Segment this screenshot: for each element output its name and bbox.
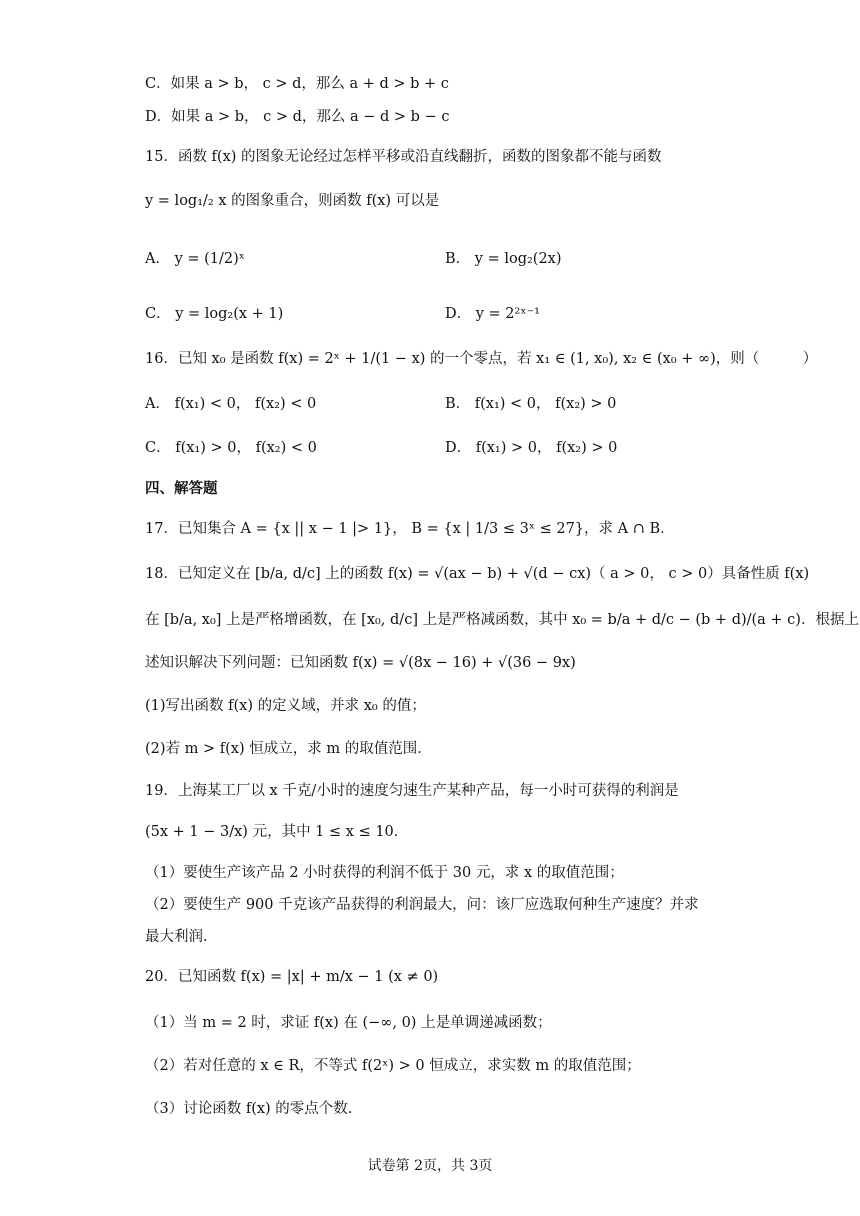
q14-option-d: D．如果 a > b， c > d，那么 a − d > b − c [145, 109, 450, 125]
q18-line2: 在 [b/a, x₀] 上是严格增函数，在 [x₀, d/c] 上是严格减函数，其中 x₀ = b/a + d/c − (b + d)/(a + c)．根据上 [145, 612, 859, 628]
q15-option-c: C． y = log₂(x + 1) [145, 306, 284, 322]
q17: 17．已知集合 A = {x || x − 1 |> 1}， B = {x | 1/3 ≤ 3ˣ ≤ 27}，求 A ∩ B． [145, 521, 675, 537]
q19-part2b: 最大利润. [145, 929, 208, 945]
q20-stem: 20．已知函数 f(x) = |x| + m/x − 1 (x ≠ 0) [145, 969, 439, 985]
q20-part1: （1）当 m = 2 时，求证 f(x) 在 (−∞, 0) 上是单调递减函数； [145, 1015, 552, 1031]
q15-stem-line2: y = log₁/₂ x 的图象重合，则函数 f(x) 可以是 [145, 193, 440, 209]
q20-part2: （2）若对任意的 x ∈ R，不等式 f(2ˣ) > 0 恒成立，求实数 m 的取值范围； [145, 1058, 641, 1074]
q19-line1: 19．上海某工厂以 x 千克/小时的速度匀速生产某种产品，每一小时可获得的利润是 [145, 783, 679, 799]
q14-option-c: C．如果 a > b， c > d，那么 a + d > b + c [145, 76, 449, 92]
q15-option-b: B． y = log₂(2x) [445, 251, 562, 267]
q20-part3: （3）讨论函数 f(x) 的零点个数. [145, 1101, 353, 1117]
q15-stem-line1: 15．函数 f(x) 的图象无论经过怎样平移或沿直线翻折，函数的图象都不能与函数 [145, 149, 662, 165]
page-footer: 试卷第 2页，共 3页 [367, 1158, 493, 1174]
q16-option-b: B． f(x₁) < 0， f(x₂) > 0 [445, 396, 617, 412]
q16-option-d: D． f(x₁) > 0， f(x₂) > 0 [445, 440, 618, 456]
q18-line1: 18．已知定义在 [b/a, d/c] 上的函数 f(x) = √(ax − b) + √(d − cx)（ a > 0， c > 0）具备性质 f(x) [145, 566, 810, 582]
q15-option-d: D． y = 2²ˣ⁻¹ [445, 306, 540, 322]
q19-part1: （1）要使生产该产品 2 小时获得的利润不低于 30 元，求 x 的取值范围； [145, 865, 624, 881]
q16-option-c: C． f(x₁) > 0， f(x₂) < 0 [145, 440, 317, 456]
q18-part1: (1)写出函数 f(x) 的定义域，并求 x₀ 的值； [145, 698, 426, 714]
q18-line3: 述知识解决下列问题：已知函数 f(x) = √(8x − 16) + √(36 − 9x) [145, 655, 576, 671]
q16-stem: 16．已知 x₀ 是函数 f(x) = 2ˣ + 1/(1 − x) 的一个零点，若 x₁ ∈ (1, x₀), x₂ ∈ (x₀ + ∞)，则（ ） [145, 351, 818, 367]
q19-line2: (5x + 1 − 3/x) 元，其中 1 ≤ x ≤ 10． [145, 824, 409, 840]
q18-part2: (2)若 m > f(x) 恒成立，求 m 的取值范围． [145, 741, 432, 757]
q19-part2a: （2）要使生产 900 千克该产品获得的利润最大，问：该厂应选取何种生产速度？并求 [145, 897, 699, 913]
q16-option-a: A． f(x₁) < 0， f(x₂) < 0 [145, 396, 317, 412]
section-heading: 四、解答题 [145, 481, 218, 497]
q15-option-a: A． y = (1/2)ˣ [145, 251, 245, 267]
